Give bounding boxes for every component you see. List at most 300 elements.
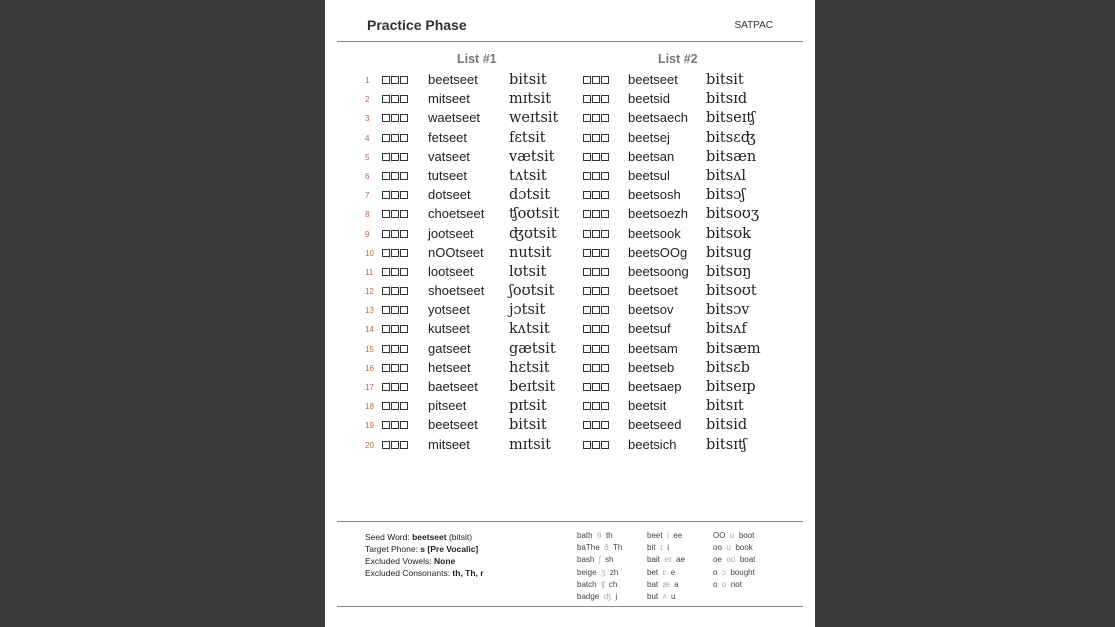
checkbox[interactable] [592, 249, 600, 257]
page-title: Practice Phase [367, 17, 467, 33]
checkbox[interactable] [400, 230, 408, 238]
list1-ipa: beɪtsit [509, 379, 556, 395]
key-sym: ʌ [662, 592, 667, 602]
checkbox[interactable] [592, 306, 600, 314]
list2-ipa: bitsid [706, 417, 748, 434]
checkbox[interactable] [601, 153, 609, 161]
checkbox[interactable] [601, 172, 609, 180]
list1-ipa: ʃoʊtsit [509, 283, 555, 300]
list1-checkboxes [382, 441, 408, 449]
checkbox[interactable] [592, 325, 600, 333]
table-row [325, 186, 815, 205]
key-sym: u [729, 531, 735, 540]
key-entry [577, 530, 657, 542]
list1-ipa: tʌtsit [509, 167, 547, 184]
checkbox[interactable] [400, 191, 408, 199]
checkbox[interactable] [601, 364, 609, 372]
list1-checkboxes [382, 134, 408, 142]
list1-checkboxes [382, 325, 408, 333]
excluded-consonants-line: Excluded Consonants: th, Th, r [365, 568, 484, 578]
list2-checkboxes [583, 172, 609, 180]
list2-word: beetsich [628, 436, 677, 452]
list2-word: beetseet [628, 72, 678, 87]
list1-ipa: weɪtsit [509, 110, 559, 127]
list1-checkboxes [382, 191, 408, 199]
key-entry [647, 591, 717, 603]
list2-checkboxes [583, 95, 609, 103]
checkbox[interactable] [382, 421, 390, 429]
key-code: zh [609, 567, 619, 577]
checkbox[interactable] [601, 383, 609, 391]
list2-ipa: bitsug [706, 244, 752, 261]
key-word: beige [577, 567, 597, 577]
row-number: 19 [365, 421, 374, 431]
list2-checkboxes [583, 287, 609, 295]
list2-checkboxes [583, 441, 609, 449]
list2-checkboxes [583, 134, 609, 142]
table-row [325, 129, 815, 148]
row-number: 13 [365, 306, 374, 316]
table-row [325, 340, 815, 359]
checkbox[interactable] [592, 191, 600, 199]
checkbox[interactable] [583, 76, 591, 84]
list2-word: beetsosh [628, 187, 681, 203]
list1-checkboxes [382, 76, 408, 84]
checkbox[interactable] [592, 134, 600, 142]
key-code: ch [608, 579, 618, 589]
footer-divider-top [337, 521, 803, 522]
checkbox[interactable] [601, 230, 609, 238]
list1-checkboxes [382, 114, 408, 122]
checkbox[interactable] [400, 95, 408, 103]
list1-ipa: fɛtsit [509, 129, 546, 146]
list1-word: mitseet [428, 91, 470, 107]
brand-label: SATPAC [734, 20, 773, 31]
table-row [325, 263, 815, 282]
list1-word: mitseet [428, 436, 470, 452]
table-row [325, 167, 815, 186]
checkbox[interactable] [583, 172, 591, 180]
key-sym: ɛ [662, 567, 667, 577]
list1-word: jootseet [428, 225, 474, 241]
key-entry [577, 579, 657, 591]
list1-word: kutseet [428, 321, 470, 337]
checkbox[interactable] [382, 230, 390, 238]
key-word: batch [577, 579, 597, 589]
checkbox[interactable] [592, 95, 600, 103]
checkbox[interactable] [592, 402, 600, 410]
table-row [325, 320, 815, 339]
list2-word: beetsam [628, 340, 678, 356]
key-code: e [670, 567, 676, 577]
checkbox[interactable] [592, 230, 600, 238]
key-code: Th [613, 543, 623, 553]
checkbox[interactable] [601, 114, 609, 122]
row-number: 11 [365, 267, 374, 277]
row-number: 9 [365, 229, 370, 239]
checkbox[interactable] [592, 114, 600, 122]
list2-ipa: bitsɪd [706, 91, 748, 108]
checkbox[interactable] [382, 402, 390, 410]
checkbox[interactable] [382, 153, 390, 161]
list2-word: beetsoet [628, 283, 678, 299]
checkbox[interactable] [400, 306, 408, 314]
key-word: bait [647, 555, 660, 565]
list2-checkboxes [583, 249, 609, 257]
list1-checkboxes [382, 230, 408, 238]
checkbox[interactable] [400, 76, 408, 84]
checkbox[interactable] [400, 441, 408, 449]
footer-divider-bottom [337, 606, 803, 607]
list2-ipa: bitsʌf [706, 321, 747, 338]
checkbox[interactable] [583, 383, 591, 391]
list1-ipa: bitsit [509, 72, 547, 88]
list2-ipa: bitsɪʧ [706, 436, 747, 453]
list1-checkboxes [382, 421, 408, 429]
key-entry [647, 542, 717, 554]
checkbox[interactable] [592, 153, 600, 161]
checkbox[interactable] [400, 134, 408, 142]
key-word: bash [577, 555, 595, 565]
checkbox[interactable] [391, 421, 399, 429]
key-sym: oʊ [726, 555, 736, 565]
checkbox[interactable] [382, 95, 390, 103]
checkbox[interactable] [601, 210, 609, 218]
checkbox[interactable] [592, 287, 600, 295]
checkbox[interactable] [601, 191, 609, 199]
checkbox[interactable] [601, 441, 609, 449]
list2-checkboxes [583, 306, 609, 314]
list2-word: beetsOOg [628, 244, 688, 260]
checkbox[interactable] [583, 210, 591, 218]
list2-checkboxes [583, 76, 609, 84]
checkbox[interactable] [391, 287, 399, 295]
key-entry [647, 554, 717, 566]
checkbox[interactable] [400, 210, 408, 218]
list1-word: beetseet [428, 417, 478, 433]
checkbox[interactable] [382, 172, 390, 180]
list1-word: fetseet [428, 129, 468, 145]
list2-ipa: bitsæm [706, 340, 761, 357]
list2-checkboxes [583, 421, 609, 429]
key-sym: θ [597, 531, 602, 540]
list1-ipa: ʤʊtsit [509, 225, 557, 242]
checkbox[interactable] [601, 134, 609, 142]
checkbox[interactable] [592, 210, 600, 218]
list1-ipa: pɪtsit [509, 398, 547, 415]
checkbox[interactable] [400, 268, 408, 276]
list2-word: beetsan [628, 148, 675, 164]
key-code: oe [713, 555, 722, 565]
key-entry [713, 530, 783, 542]
table-row [325, 301, 815, 320]
checkbox[interactable] [592, 345, 600, 353]
checkbox[interactable] [400, 153, 408, 161]
checkbox[interactable] [583, 364, 591, 372]
checkbox[interactable] [382, 325, 390, 333]
checkbox[interactable] [592, 364, 600, 372]
checkbox[interactable] [583, 402, 591, 410]
checkbox[interactable] [601, 325, 609, 333]
checkbox[interactable] [382, 306, 390, 314]
row-number: 12 [365, 287, 374, 297]
checkbox[interactable] [583, 306, 591, 314]
list2-word: beetsej [628, 129, 670, 145]
table-row [325, 205, 815, 224]
list2-ipa: bitsæn [706, 148, 757, 165]
row-number: 2 [365, 95, 370, 105]
list2-ipa: bitseɪʧ [706, 110, 756, 127]
checkbox[interactable] [592, 383, 600, 391]
key-word: baThe [577, 543, 600, 553]
checkbox[interactable] [583, 249, 591, 257]
checkbox[interactable] [391, 306, 399, 314]
table-row [325, 71, 815, 90]
checkbox[interactable] [400, 383, 408, 391]
row-number: 5 [365, 152, 370, 162]
key-code: oo [713, 543, 722, 553]
checkbox[interactable] [583, 153, 591, 161]
checkbox[interactable] [391, 364, 399, 372]
vowel-key-b [713, 530, 783, 591]
list1-checkboxes [382, 172, 408, 180]
row-number: 15 [365, 344, 374, 354]
list2-ipa: bitsoʊʒ [706, 206, 760, 223]
checkbox[interactable] [583, 114, 591, 122]
list1-word: tutseet [428, 167, 468, 183]
checkbox[interactable] [592, 268, 600, 276]
list1-word: nOOtseet [428, 244, 484, 260]
list1-word: hetseet [428, 359, 471, 375]
checkbox[interactable] [583, 421, 591, 429]
checkbox[interactable] [583, 345, 591, 353]
checkbox[interactable] [400, 345, 408, 353]
list1-checkboxes [382, 153, 408, 161]
checkbox[interactable] [400, 421, 408, 429]
table-row [325, 397, 815, 416]
checkbox[interactable] [382, 210, 390, 218]
checkbox[interactable] [583, 325, 591, 333]
list1-checkboxes [382, 306, 408, 314]
list1-checkboxes [382, 345, 408, 353]
list1-checkboxes [382, 364, 408, 372]
checkbox[interactable] [583, 268, 591, 276]
key-entry [577, 591, 657, 603]
list2-word: beetsook [628, 225, 681, 241]
row-number: 14 [365, 325, 374, 335]
checkbox[interactable] [601, 76, 609, 84]
checkbox[interactable] [391, 172, 399, 180]
list1-word: vatseet [428, 148, 470, 164]
list1-checkboxes [382, 268, 408, 276]
row-number: 1 [365, 76, 370, 85]
checkbox[interactable] [382, 287, 390, 295]
row-number: 20 [365, 440, 374, 450]
checkbox[interactable] [391, 76, 399, 84]
checkbox[interactable] [400, 114, 408, 122]
checkbox[interactable] [583, 287, 591, 295]
checkbox[interactable] [382, 114, 390, 122]
key-word: boot [738, 531, 755, 540]
list1-ipa: hɛtsit [509, 359, 550, 376]
checkbox[interactable] [400, 402, 408, 410]
list2-checkboxes [583, 402, 609, 410]
list2-word: beetsoong [628, 263, 689, 279]
checkbox[interactable] [400, 172, 408, 180]
checkbox[interactable] [583, 191, 591, 199]
list2-checkboxes [583, 325, 609, 333]
checkbox[interactable] [583, 441, 591, 449]
key-code: j [615, 592, 618, 602]
key-sym: ʊ [726, 543, 731, 553]
checkbox[interactable] [391, 345, 399, 353]
checkbox[interactable] [601, 249, 609, 257]
target-phone-line: Target Phone: s [Pre Vocalic] [365, 544, 479, 554]
list1-checkboxes [382, 287, 408, 295]
key-code: th [605, 531, 613, 540]
checkbox[interactable] [601, 287, 609, 295]
key-code: a [674, 579, 679, 589]
checkbox[interactable] [400, 364, 408, 372]
list2-ipa: bitseɪp [706, 379, 756, 395]
key-word: beet [647, 531, 663, 540]
list1-ipa: nutsit [509, 244, 552, 261]
key-sym: ʒ [601, 567, 606, 577]
checkbox[interactable] [391, 114, 399, 122]
table-row [325, 109, 815, 128]
list1-word: lootseet [428, 263, 474, 279]
list1-ipa: mɪtsit [509, 91, 552, 108]
checkbox[interactable] [601, 402, 609, 410]
checkbox[interactable] [391, 95, 399, 103]
key-sym: ʃ [598, 555, 601, 565]
list2-word: beetsuf [628, 321, 671, 337]
checkbox[interactable] [400, 287, 408, 295]
row-number: 10 [365, 248, 374, 258]
key-entry [647, 579, 717, 591]
list1-ipa: gætsit [509, 340, 556, 357]
checkbox[interactable] [382, 383, 390, 391]
checkbox[interactable] [391, 191, 399, 199]
key-entry [713, 567, 783, 579]
list1-word: shoetseet [428, 283, 485, 299]
list1-ipa: kʌtsit [509, 321, 550, 338]
settings-summary [365, 531, 484, 579]
key-word: boat [739, 555, 756, 565]
list1-ipa: ʧoʊtsit [509, 206, 560, 223]
list2-word: beetseb [628, 359, 675, 375]
key-word: bet [647, 567, 659, 577]
key-word: bat [647, 579, 659, 589]
key-code: ee [673, 531, 683, 540]
checkbox[interactable] [382, 268, 390, 276]
list2-ipa: bitsɔʃ [706, 187, 746, 204]
checkbox[interactable] [391, 441, 399, 449]
list2-ipa: bitsoʊt [706, 283, 757, 300]
checkbox[interactable] [391, 249, 399, 257]
table-row [325, 225, 815, 244]
checkbox[interactable] [583, 230, 591, 238]
list1-title: List #1 [457, 52, 497, 66]
key-entry [713, 542, 783, 554]
key-entry [577, 554, 657, 566]
checkbox[interactable] [391, 134, 399, 142]
key-code: sh [605, 555, 614, 565]
checkbox[interactable] [382, 76, 390, 84]
list2-ipa: bitsɪt [706, 398, 744, 415]
key-entry [577, 542, 657, 554]
checkbox[interactable] [583, 95, 591, 103]
checkbox[interactable] [400, 325, 408, 333]
key-sym: ʤ [603, 592, 611, 602]
header-divider [337, 41, 803, 42]
checkbox[interactable] [382, 364, 390, 372]
list2-word: beetseed [628, 417, 682, 433]
list1-ipa: bitsit [509, 417, 547, 434]
checkbox[interactable] [592, 441, 600, 449]
list2-checkboxes [583, 114, 609, 122]
checkbox[interactable] [382, 134, 390, 142]
document-page [325, 0, 815, 627]
list1-word: choetseet [428, 206, 485, 222]
checkbox[interactable] [601, 95, 609, 103]
checkbox[interactable] [592, 421, 600, 429]
consonant-key [577, 530, 657, 603]
checkbox[interactable] [391, 268, 399, 276]
checkbox[interactable] [601, 345, 609, 353]
checkbox[interactable] [400, 249, 408, 257]
list2-word: beetsaech [628, 110, 688, 126]
list1-checkboxes [382, 210, 408, 218]
checkbox[interactable] [382, 249, 390, 257]
checkbox[interactable] [592, 76, 600, 84]
list2-checkboxes [583, 230, 609, 238]
checkbox[interactable] [391, 325, 399, 333]
list1-word: beetseet [428, 72, 478, 87]
key-word: badge [577, 592, 600, 602]
seed-word-line: Seed Word: beetseet (bitsit) [365, 532, 473, 542]
checkbox[interactable] [391, 210, 399, 218]
checkbox[interactable] [601, 306, 609, 314]
checkbox[interactable] [391, 230, 399, 238]
list1-ipa: lʊtsit [509, 263, 547, 280]
checkbox[interactable] [382, 441, 390, 449]
checkbox[interactable] [601, 421, 609, 429]
row-number: 4 [365, 133, 370, 143]
list2-ipa: bitsɛʤ [706, 129, 756, 146]
checkbox[interactable] [391, 402, 399, 410]
row-number: 3 [365, 114, 370, 124]
checkbox[interactable] [583, 134, 591, 142]
list2-checkboxes [583, 383, 609, 391]
checkbox[interactable] [601, 268, 609, 276]
checkbox[interactable] [391, 153, 399, 161]
table-row [325, 436, 815, 455]
checkbox[interactable] [382, 191, 390, 199]
checkbox[interactable] [592, 172, 600, 180]
key-entry [647, 567, 717, 579]
list1-checkboxes [382, 95, 408, 103]
checkbox[interactable] [382, 345, 390, 353]
row-number: 6 [365, 171, 370, 181]
list1-ipa: dɔtsit [509, 187, 551, 204]
checkbox[interactable] [391, 383, 399, 391]
key-sym: ʧ [601, 579, 605, 589]
list1-word: gatseet [428, 340, 471, 356]
list1-word: dotseet [428, 187, 471, 203]
key-code: u [671, 592, 676, 602]
list2-ipa: bitsʊk [706, 225, 751, 242]
